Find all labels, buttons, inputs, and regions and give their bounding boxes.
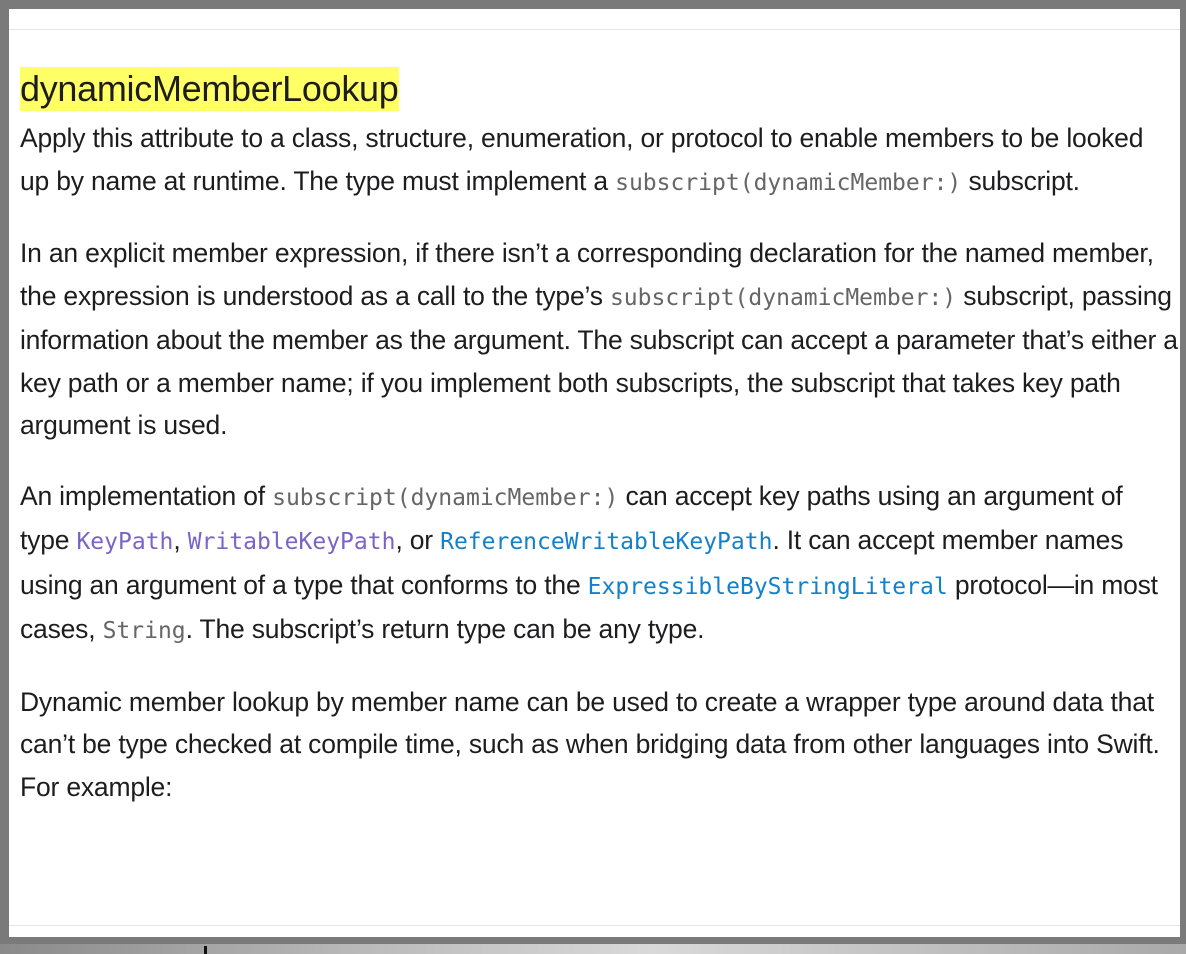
document-page	[9, 9, 1180, 937]
code-subscript: subscript(dynamicMember:)	[615, 169, 962, 196]
text-run: protocol—in most cases,	[20, 569, 1158, 644]
paragraph-intro	[20, 117, 1178, 204]
code-subscript: subscript(dynamicMember:)	[609, 284, 957, 311]
bottom-divider	[9, 925, 1180, 926]
type-link-reference-writable-keypath[interactable]: ReferenceWritableKeyPath	[440, 529, 773, 555]
text-run: In an explicit member expression, if there isn’t a corresponding declaration for the named member, the expression is understood as a call to the type’s	[20, 238, 1154, 311]
text-run: Dynamic member lookup by member name can be used to create a wrapper type around data that can’t be type checked at compile time, such as when bridging data from other languages into Swift. For example:	[20, 686, 1160, 802]
section-heading	[20, 67, 1178, 111]
highlighted-heading-text: dynamicMemberLookup	[20, 68, 399, 109]
text-cursor-mark	[204, 946, 207, 954]
text-run: . The subscript’s return type can be any type.	[185, 614, 705, 644]
code-string: String	[102, 618, 186, 644]
text-run: can accept key paths using an argument of type	[20, 480, 1123, 555]
top-divider	[9, 29, 1180, 30]
text-run: Apply this attribute to a class, structure, enumeration, or protocol to enable members to be looked up by name at runtime. The type must implement a	[20, 123, 1144, 196]
text-run: An implementation of	[20, 480, 273, 511]
window-bottom-edge	[0, 944, 1186, 954]
paragraph-wrapper-example	[20, 681, 1178, 809]
type-link-writable-keypath[interactable]: WritableKeyPath	[187, 529, 396, 555]
text-run: subscript, passing information about the member as the argument. The subscript can accept a parameter that’s either a key path or a member name; if you implement both subscripts, the subscript that takes key path argument is used.	[20, 280, 1178, 440]
paragraph-member-expression	[20, 232, 1178, 447]
paragraph-implementation	[20, 475, 1178, 653]
type-link-expressible-by-string-literal[interactable]: ExpressibleByStringLiteral	[587, 573, 948, 600]
code-subscript: subscript(dynamicMember:)	[272, 484, 619, 511]
text-run: subscript.	[961, 165, 1080, 196]
article-content	[20, 67, 1178, 808]
type-link-keypath[interactable]: KeyPath	[76, 529, 174, 555]
text-run: ,	[173, 525, 188, 555]
text-run: , or	[395, 525, 441, 555]
text-run: . It can accept member names using an argument of a type that conforms to the	[20, 525, 1124, 600]
